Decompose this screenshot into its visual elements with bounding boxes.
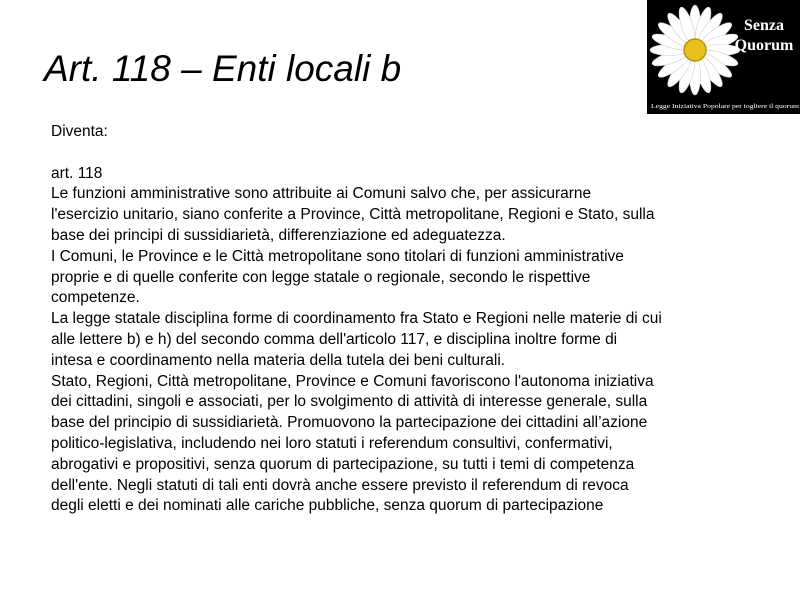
- slide-body: [51, 122, 771, 517]
- body-paragraph: Le funzioni amministrative sono attribuite ai Comuni salvo che, per assicurarne l'esercizio unitario, siano conferite a Province, Città metropolitane, Regioni e Stato, sulla base dei principi di sussidiarietà, differenziazione ed adeguatezza.: [51, 185, 655, 244]
- logo-text-line2: Quorum: [734, 37, 794, 54]
- body-paragraph: Stato, Regioni, Città metropolitane, Province e Comuni favoriscono l'autonoma iniziativa dei cittadini, singoli e associati, per lo svolgimento di attività di interesse generale, sulla base del principio di sussidiarietà. Promuovono la partecipazione dei cittadini all’azione politico-legislativa, includendo nei loro statuti i referendum consultivi, confermativi, abrogativi e propositivi, senza quorum di partecipazione, su tutti i temi di competenza dell'ente. Negli statuti di tali enti dovrà anche essere previsto il referendum di revoca degli eletti e dei nominati alle cariche pubbliche, senza quorum di partecipazione: [51, 372, 654, 515]
- slide-title: Art. 118 – Enti locali b: [44, 48, 402, 89]
- body-intro: Diventa:: [51, 123, 108, 140]
- body-paragraph: La legge statale disciplina forme di coordinamento fra Stato e Regioni nelle materie di cui alle lettere b) e h) del secondo comma dell'articolo 117, e disciplina inoltre forme di intesa e coordinamento nella materia della tutela dei beni culturali.: [51, 310, 662, 369]
- daisy-flower-icon: [647, 0, 800, 114]
- body-paragraph: art. 118: [51, 164, 103, 182]
- senza-quorum-logo: [647, 0, 800, 114]
- spacer: [51, 143, 771, 164]
- logo-caption: Legge Iniziativa Popolare per togliere il quorum: [651, 103, 800, 110]
- body-paragraph: I Comuni, le Province e le Città metropolitane sono titolari di funzioni amministrative proprie e di quelle conferite con legge statale o regionale, secondo le rispettive competenze.: [51, 247, 624, 307]
- logo-text-line1: Senza: [744, 17, 784, 34]
